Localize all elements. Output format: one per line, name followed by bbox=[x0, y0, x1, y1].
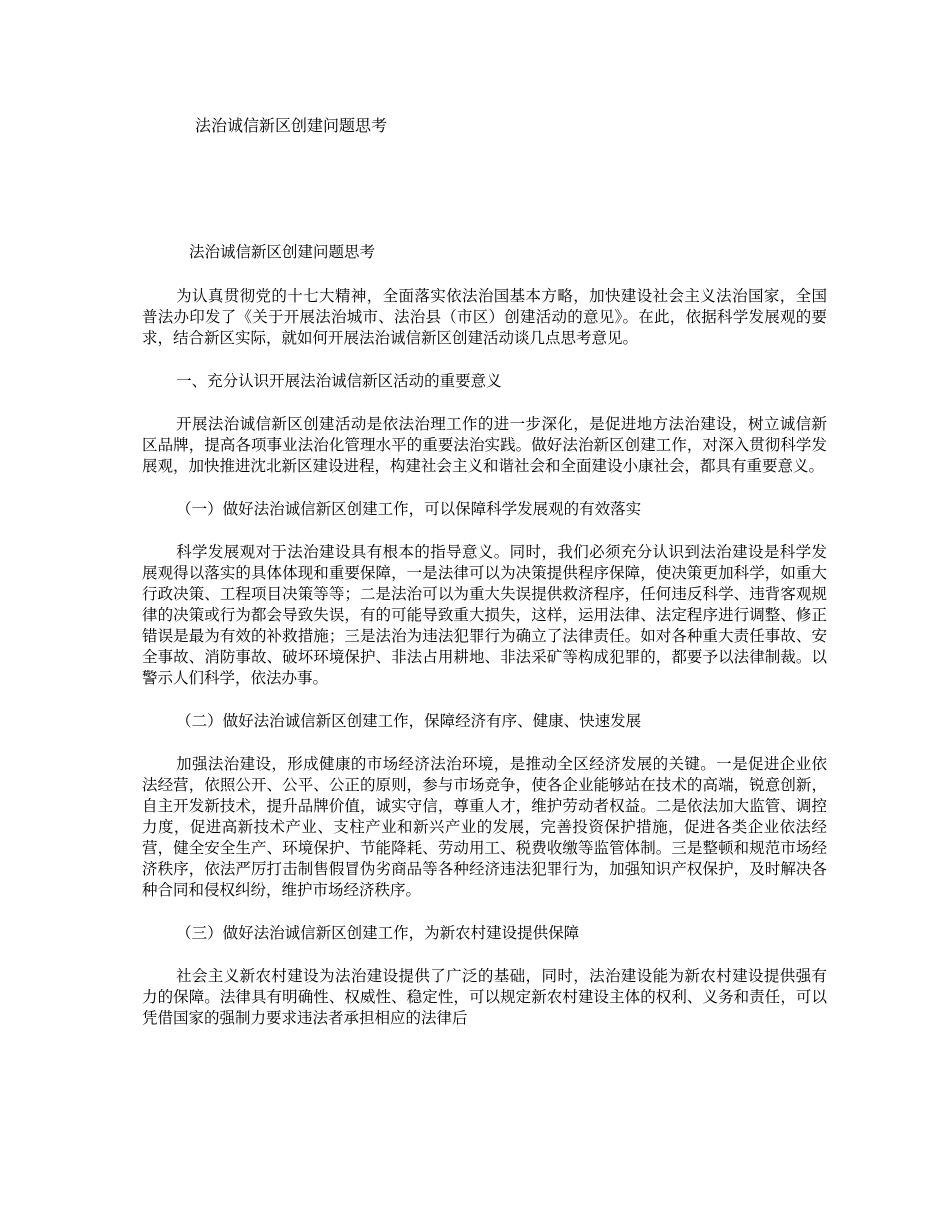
section-heading: （一）做好法治诚信新区创建工作，可以保障科学发展观的有效落实 bbox=[176, 500, 642, 518]
section-heading: 一、充分认识开展法治诚信新区活动的重要意义 bbox=[176, 372, 502, 390]
paragraph: 开展法治诚信新区创建活动是依法治理工作的进一步深化，是促进地方法治建设，树立诚信新区品牌，提高各项事业法治化管理水平的重要法治实践。做好法治新区创建工作，对深入贯彻科学发展观，加快推进沈北新区建设进程，构建社会主义和谐社会和全面建设小康社会，都具有重要意义。 bbox=[142, 415, 827, 475]
document-subtitle: 法治诚信新区创建问题思考 bbox=[189, 243, 376, 261]
paragraph: 科学发展观对于法治建设具有根本的指导意义。同时，我们必须充分认识到法治建设是科学发展观得以落实的具体体现和重要保障，一是法律可以为决策提供程序保障，使决策更加科学，如重大行政决策、工程项目决策等等；二是法治可以为重大失误提供救济程序，任何违反科学、违背客观规律的决策或行为都会导致失误，有的可能导致重大损失，这样，运用法律、法定程序进行调整、修正错误是最为有效的补救措施；三是法治为违法犯罪行为确立了法律责任。如对各种重大责任事故、安全事故、消防事故、破坏环境保护、非法占用耕地、非法采矿等构成犯罪的，都要予以法律制裁。以警示人们科学，依法办事。 bbox=[142, 543, 827, 687]
section-heading: （二）做好法治诚信新区创建工作，保障经济有序、健康、快速发展 bbox=[176, 712, 642, 730]
paragraph: 加强法治建设，形成健康的市场经济法治环境，是推动全区经济发展的关键。一是促进企业依法经营，依照公开、公平、公正的原则，参与市场竞争，使各企业能够站在技术的高端，锐意创新，自主开发新技术，提升品牌价值，诚实守信，尊重人才，维护劳动者权益。二是依法加大监管、调控力度，促进高新技术产业、支柱产业和新兴产业的发展，完善投资保护措施，促进各类企业依法经营，健全安全生产、环境保护、节能降耗、劳动用工、税费收缴等监管体制。三是整顿和规范市场经济秩序，依法严厉打击制售假冒伪劣商品等各种经济违法犯罪行为，加强知识产权保护，及时解决各种合同和侵权纠纷，维护市场经济秩序。 bbox=[142, 755, 827, 899]
paragraph: 为认真贯彻党的十七大精神，全面落实依法治国基本方略，加快建设社会主义法治国家，全国普法办印发了《关于开展法治城市、法治县（市区）创建活动的意见》。在此，依据科学发展观的要求，结合新区实际，就如何开展法治诚信新区创建活动谈几点思考意见。 bbox=[142, 287, 827, 347]
section-heading: （三）做好法治诚信新区创建工作，为新农村建设提供保障 bbox=[176, 924, 580, 942]
document-body bbox=[142, 242, 827, 1051]
page-title: 法治诚信新区创建问题思考 bbox=[195, 116, 388, 135]
paragraph: 社会主义新农村建设为法治建设提供了广泛的基础，同时，法治建设能为新农村建设提供强有力的保障。法律具有明确性、权威性、稳定性，可以规定新农村建设主体的权利、义务和责任，可以凭借国家的强制力要求违法者承担相应的法律后 bbox=[142, 967, 827, 1027]
